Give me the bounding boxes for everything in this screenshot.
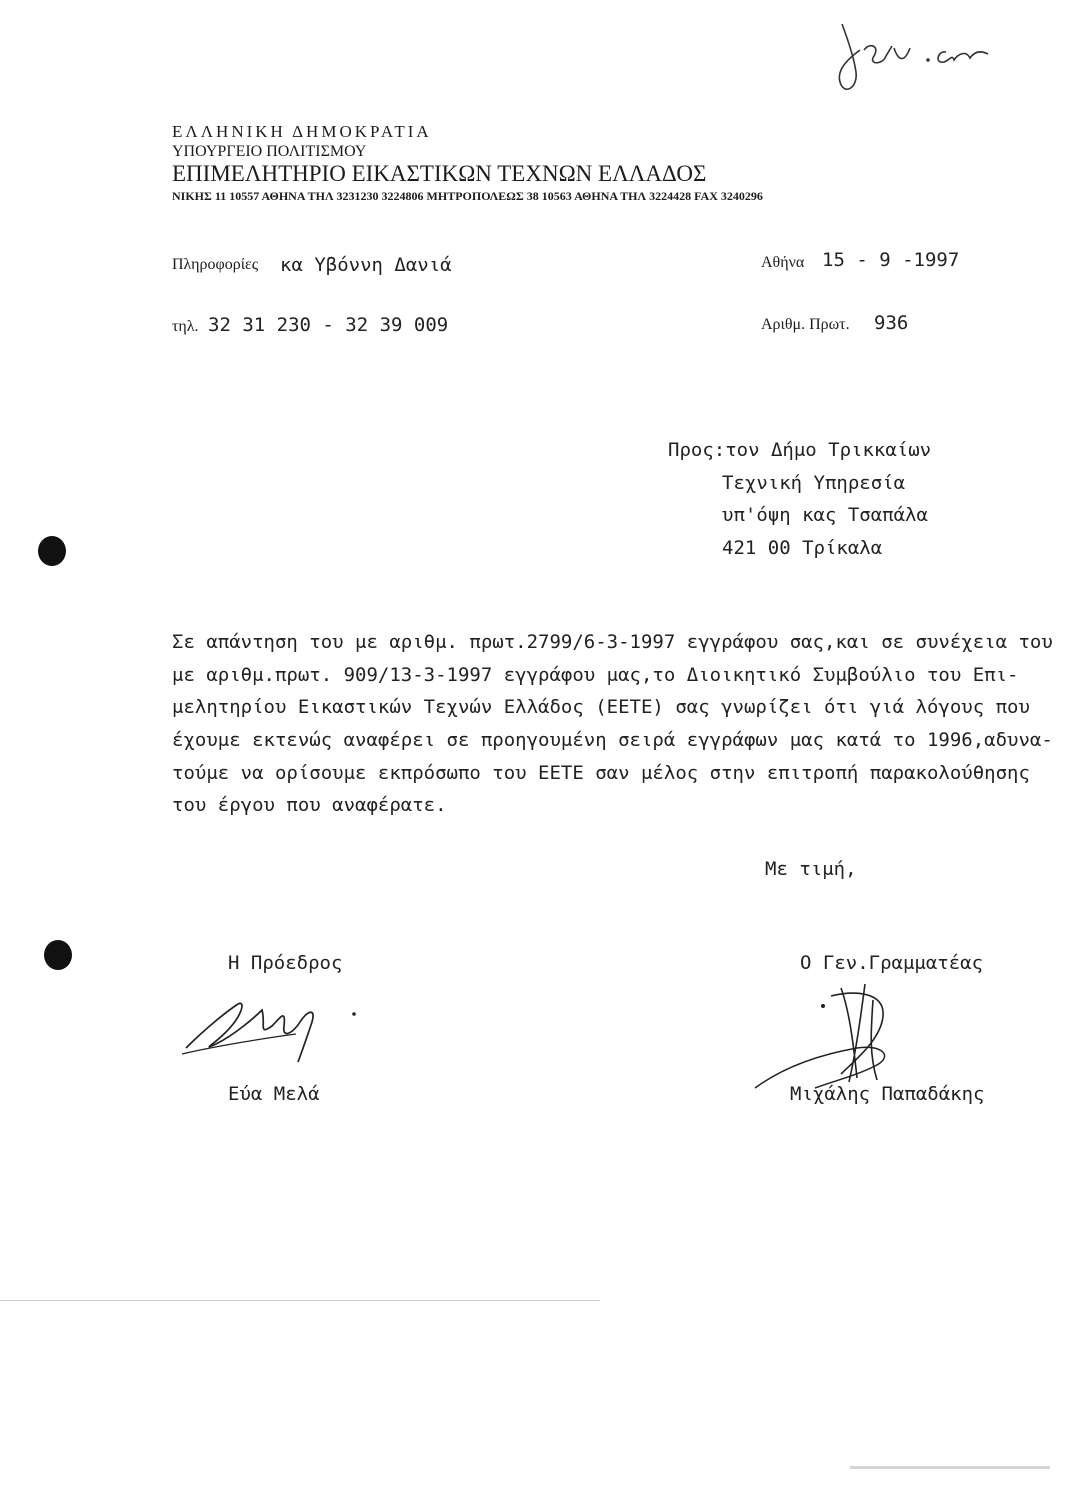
protocol-label: Αριθμ. Πρωτ. bbox=[761, 316, 850, 333]
header-ministry: ΥΠΟΥΡΓΕΙΟ ΠΟΛΙΤΙΣΜΟΥ bbox=[172, 143, 367, 160]
body-line-1: Σε απάντηση του με αριθμ. πρωτ.2799/6-3-1997 εγγράφου σας,και σε συνέχεια του bbox=[172, 631, 1053, 653]
recipient-line-2: Τεχνική Υπηρεσία bbox=[722, 472, 906, 494]
president-name: Εύα Μελά bbox=[228, 1083, 320, 1105]
protocol-value: 936 bbox=[874, 312, 909, 334]
president-title: Η Πρόεδρος bbox=[228, 952, 343, 974]
handwritten-note-signature bbox=[830, 10, 1030, 100]
president-signature bbox=[176, 988, 366, 1068]
info-value: κα Υβόννη Δανιά bbox=[280, 254, 452, 276]
info-label: Πληροφορίες bbox=[172, 256, 259, 273]
secretary-title: Ο Γεν.Γραμματέας bbox=[800, 952, 984, 974]
city-label: Αθήνα bbox=[761, 254, 805, 271]
binder-hole-bottom bbox=[44, 940, 72, 970]
body-line-3: μελητηρίου Εικαστικών Τεχνών Ελλάδος (ΕΕΤΕ) σας γνωρίζει ότι γιά λόγους που bbox=[172, 696, 1030, 718]
secretary-name: Μιχάλης Παπαδάκης bbox=[790, 1083, 985, 1105]
recipient-line-4: 421 00 Τρίκαλα bbox=[722, 537, 883, 559]
closing: Με τιμή, bbox=[765, 858, 857, 880]
recipient-line-3: υπ'όψη κας Τσαπάλα bbox=[722, 504, 928, 526]
header-address: ΝΙΚΗΣ 11 10557 ΑΘΗΝΑ ΤΗΛ 3231230 3224806 ΜΗΤΡΟΠΟΛΕΩΣ 38 10563 ΑΘΗΝΑ ΤΗΛ 3224428 FAX 3240296 bbox=[172, 189, 763, 203]
body-line-4: έχουμε εκτενώς αναφέρει σε προηγουμένη σειρά εγγράφων μας κατά το 1996,αδυνα- bbox=[172, 729, 1053, 751]
header-republic: ΕΛΛΗΝΙΚΗ ΔΗΜΟΚΡΑΤΙΑ bbox=[172, 122, 432, 141]
scan-line-artifact bbox=[0, 1300, 600, 1301]
binder-hole-top bbox=[38, 536, 66, 566]
body-line-5: τούμε να ορίσουμε εκπρόσωπο του ΕΕΤΕ σαν μέλος στην επιτροπή παρακολούθησης bbox=[172, 762, 1030, 784]
phone-label: τηλ. bbox=[172, 318, 199, 335]
recipient-line-1: Προς:τον Δήμο Τρικκαίων bbox=[668, 439, 932, 461]
body-line-6: του έργου που αναφέρατε. bbox=[172, 794, 447, 816]
scan-smudge-artifact bbox=[850, 1466, 1050, 1469]
date-value: 15 - 9 -1997 bbox=[822, 249, 960, 271]
phone-value: 32 31 230 - 32 39 009 bbox=[208, 314, 449, 336]
header-organization: ΕΠΙΜΕΛΗΤΗΡΙΟ ΕΙΚΑΣΤΙΚΩΝ ΤΕΧΝΩΝ ΕΛΛΑΔΟΣ bbox=[172, 161, 707, 186]
body-line-2: με αριθμ.πρωτ. 909/13-3-1997 εγγράφου μας,το Διοικητικό Συμβούλιο του Επι- bbox=[172, 664, 1019, 686]
